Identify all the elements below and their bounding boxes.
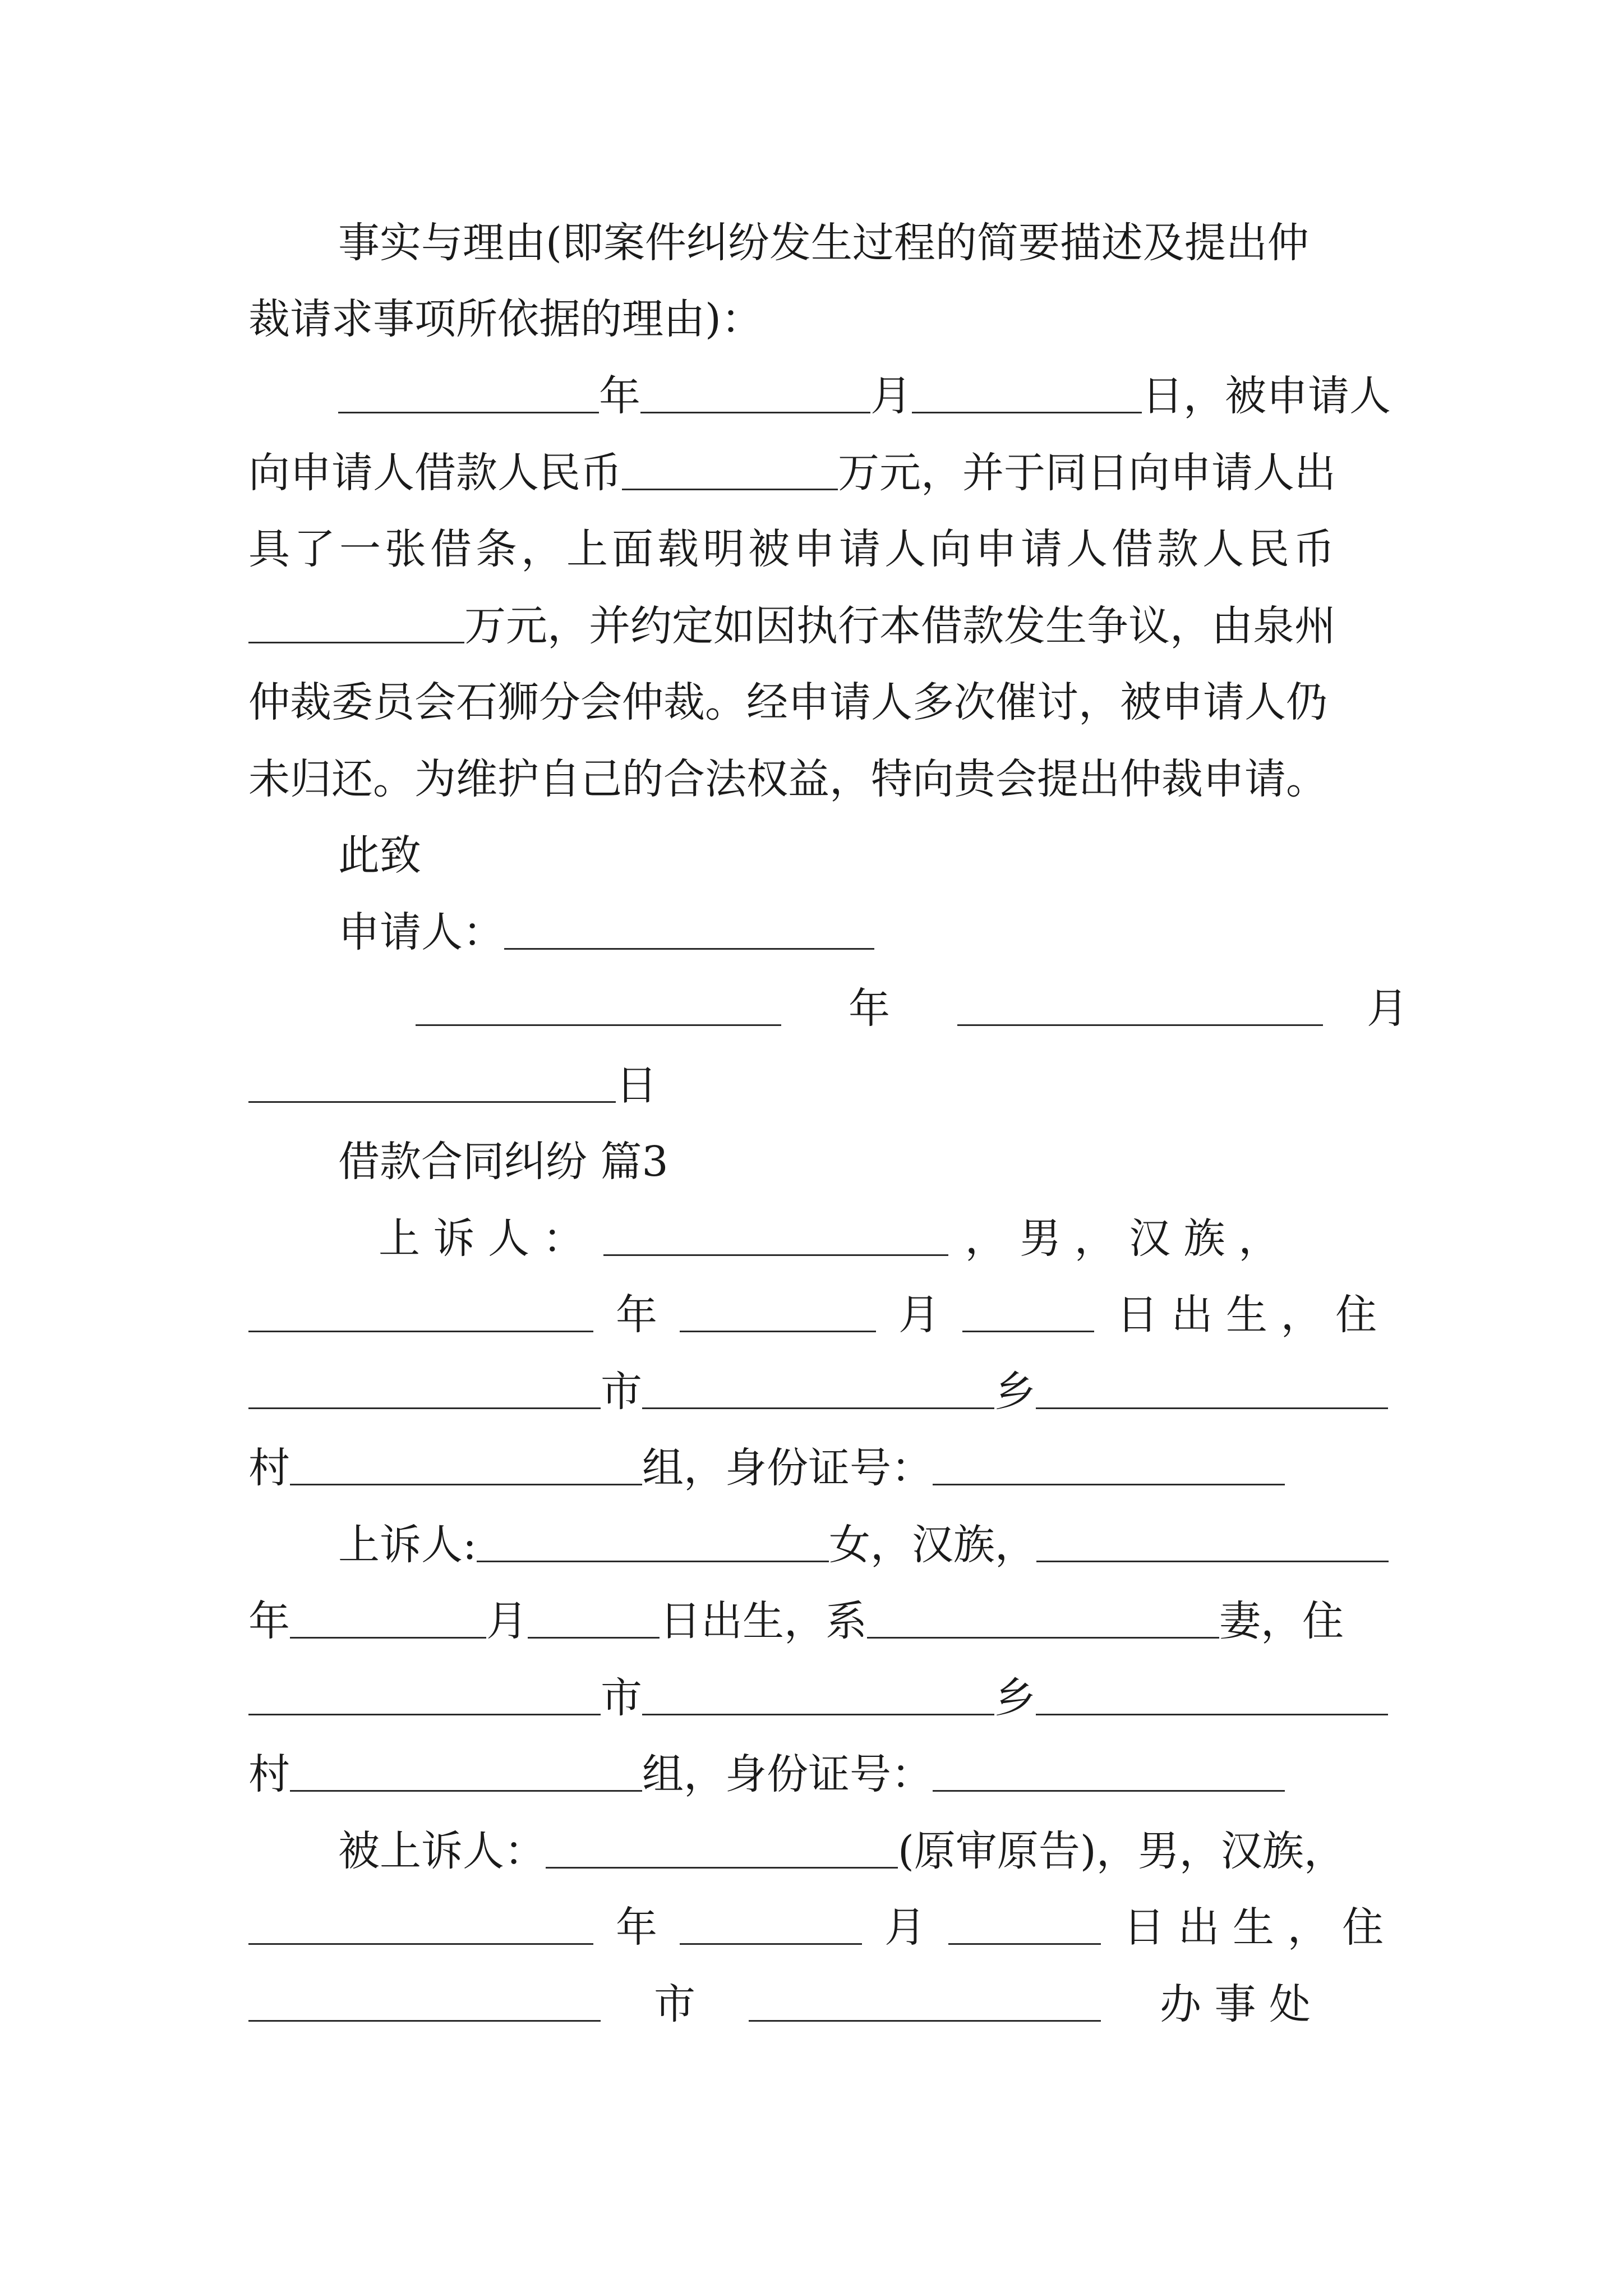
line-text: 组，身份证号： xyxy=(642,1750,933,1798)
section-heading xyxy=(248,1131,1393,1193)
paragraph-line xyxy=(248,518,1393,580)
blank-field[interactable] xyxy=(248,1368,601,1409)
blank-field[interactable] xyxy=(680,1904,862,1945)
salutation xyxy=(248,825,1393,886)
line-text: 市 xyxy=(601,1368,642,1416)
line-text: 年 xyxy=(248,1597,290,1645)
blank-field[interactable] xyxy=(640,372,870,413)
line-text: 月 xyxy=(870,372,912,420)
party-line xyxy=(248,1590,1393,1652)
date-line xyxy=(248,1055,1393,1116)
line-text: 女，汉族， xyxy=(828,1521,1036,1569)
line-text: 日 xyxy=(616,1061,657,1110)
date-line xyxy=(248,978,1408,1039)
line-text: 被上诉人： xyxy=(338,1827,546,1875)
blank-field[interactable] xyxy=(957,985,1323,1026)
paragraph-line xyxy=(248,671,1393,733)
blank-field[interactable] xyxy=(290,1751,642,1792)
blank-field[interactable] xyxy=(1036,1674,1388,1715)
blank-field[interactable] xyxy=(1036,1368,1388,1409)
blank-field[interactable] xyxy=(603,1215,948,1256)
line-text: 万元，并约定如因执行本借款发生争议，由泉州 xyxy=(464,602,1336,650)
line-text: 仲裁委员会石狮分会仲裁。经申请人多次催讨，被申请人仍 xyxy=(248,678,1327,726)
blank-field[interactable] xyxy=(1036,1521,1389,1562)
line-text: 日 出 生 ， 住 xyxy=(1123,1903,1384,1952)
line-text: 上诉人: xyxy=(338,1521,477,1569)
line-text: 月 xyxy=(898,1291,940,1339)
line-text: 具了一张借条，上面载明被申请人向申请人借款人民币 xyxy=(248,525,1339,573)
party-line xyxy=(248,1897,1393,1958)
line-text: 未归还。为维护自己的合法权益，特向贵会提出仲裁申请。 xyxy=(248,755,1327,803)
blank-field[interactable] xyxy=(477,1521,829,1562)
line-text: 年 xyxy=(616,1291,657,1339)
blank-field[interactable] xyxy=(416,985,781,1026)
paragraph-line xyxy=(248,288,1393,350)
line-text: 借款合同纠纷 篇3 xyxy=(338,1138,668,1186)
line-text: 月 xyxy=(486,1597,528,1645)
line-text: 乡 xyxy=(994,1674,1036,1722)
blank-field[interactable] xyxy=(867,1598,1219,1639)
line-text: 办 事 处 xyxy=(1160,1980,1311,2028)
line-text: 日，被申请人 xyxy=(1142,372,1391,420)
party-line xyxy=(248,1284,1393,1346)
line-text: 万元，并于同日向申请人出 xyxy=(838,449,1336,497)
blank-field[interactable] xyxy=(248,1904,593,1945)
line-text: 市 xyxy=(654,1980,695,2028)
paragraph-line xyxy=(248,748,1393,810)
address-line xyxy=(248,1437,1393,1499)
address-line xyxy=(248,1973,1393,2035)
party-line xyxy=(248,1208,1393,1269)
line-text: 乡 xyxy=(994,1368,1036,1416)
line-text: 申请人： xyxy=(338,908,504,956)
line-text: 裁请求事项所依据的理由)： xyxy=(248,295,763,343)
blank-field[interactable] xyxy=(642,1674,994,1715)
blank-field[interactable] xyxy=(338,372,599,413)
line-text: 日 出 生 ， 住 xyxy=(1117,1291,1377,1339)
line-text: 村 xyxy=(248,1444,290,1492)
paragraph-line xyxy=(248,442,1393,504)
signature-line xyxy=(248,901,1393,963)
blank-field[interactable] xyxy=(248,1981,601,2022)
blank-field[interactable] xyxy=(290,1444,642,1485)
line-text: 此致 xyxy=(338,831,421,880)
address-line xyxy=(248,1361,1393,1423)
line-text: 市 xyxy=(601,1674,642,1722)
line-text: 月 xyxy=(884,1903,926,1952)
id-number-blank[interactable] xyxy=(933,1751,1285,1792)
line-text: ， 男 ， 汉 族 ， xyxy=(965,1214,1280,1263)
line-text: 日出生，系 xyxy=(660,1597,867,1645)
blank-field[interactable] xyxy=(528,1598,660,1639)
line-text: 上 诉 人 ： xyxy=(379,1214,584,1263)
blank-field[interactable] xyxy=(912,372,1142,413)
party-line xyxy=(248,1514,1393,1576)
line-text: 村 xyxy=(248,1750,290,1798)
blank-field[interactable] xyxy=(248,1062,616,1103)
line-text: 事实与理由(即案件纠纷发生过程的简要描述及提出仲 xyxy=(338,219,1309,267)
line-text: 组，身份证号： xyxy=(642,1444,933,1492)
line-text: 年 xyxy=(599,372,640,420)
blank-field[interactable] xyxy=(749,1981,1101,2022)
blank-field[interactable] xyxy=(622,449,838,490)
blank-field[interactable] xyxy=(948,1904,1101,1945)
blank-field[interactable] xyxy=(680,1291,876,1332)
id-number-blank[interactable] xyxy=(933,1444,1285,1485)
line-text: 月 xyxy=(1367,984,1408,1033)
blank-field[interactable] xyxy=(642,1368,994,1409)
paragraph-line xyxy=(248,595,1393,657)
line-text: 年 xyxy=(616,1903,657,1952)
blank-field[interactable] xyxy=(248,602,464,643)
blank-field[interactable] xyxy=(546,1828,898,1869)
address-line xyxy=(248,1743,1393,1805)
line-text: 年 xyxy=(849,984,890,1033)
date-line xyxy=(248,365,1393,427)
blank-field[interactable] xyxy=(290,1598,486,1639)
blank-field[interactable] xyxy=(248,1674,601,1715)
line-text: (原审原告)，男，汉族， xyxy=(898,1827,1345,1875)
paragraph-line xyxy=(248,212,1393,274)
blank-field[interactable] xyxy=(962,1291,1094,1332)
party-line xyxy=(248,1820,1393,1882)
applicant-signature-blank[interactable] xyxy=(504,909,874,950)
blank-field[interactable] xyxy=(248,1291,593,1332)
line-text: 妻，住 xyxy=(1219,1597,1344,1645)
address-line xyxy=(248,1667,1393,1729)
line-text: 向申请人借款人民币 xyxy=(248,449,622,497)
